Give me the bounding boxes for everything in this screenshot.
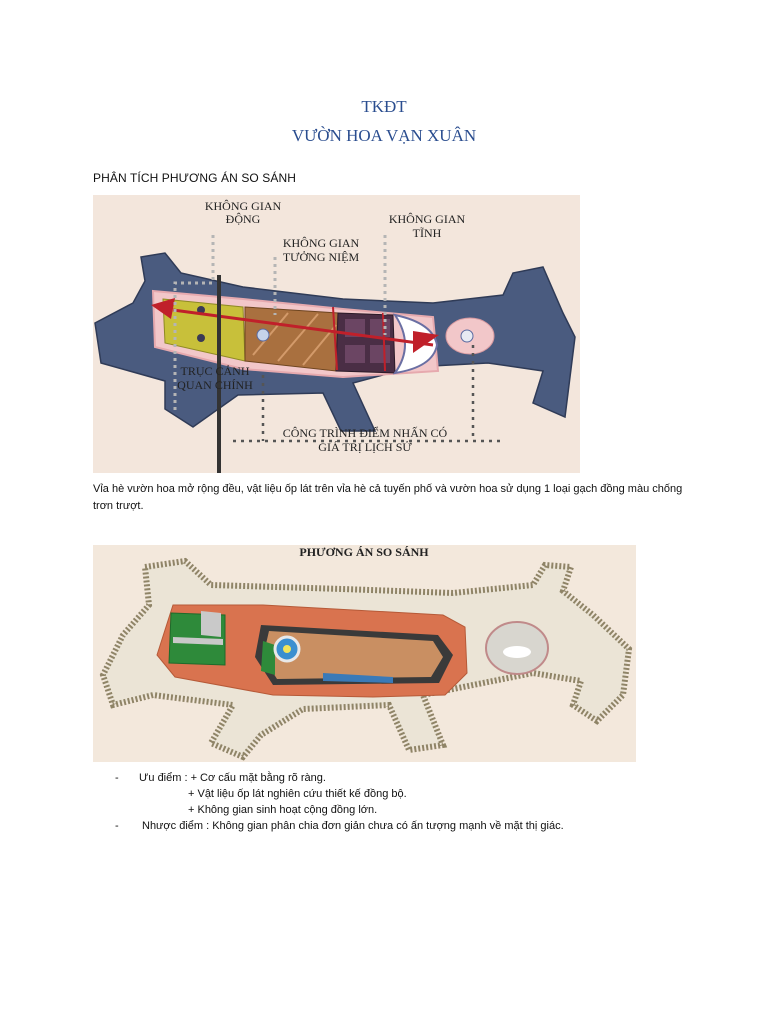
- pros-item-3: + Không gian sinh hoạt cộng đồng lớn.: [188, 804, 378, 816]
- label-tinh-2: TĨNH: [412, 226, 442, 240]
- document-title-line1: TKĐT: [361, 97, 407, 116]
- label-cong-trinh-2: GIÁ TRỊ LỊCH SỬ: [318, 440, 412, 454]
- label-cong-trinh-1: CÔNG TRÌNH ĐIỂM NHẤN CÓ: [282, 426, 448, 440]
- analysis-diagram: [93, 195, 580, 473]
- pros-row-3: [93, 802, 693, 818]
- pros-item-1: Ưu điểm : + Cơ cấu mặt bằng rõ ràng.: [139, 772, 326, 784]
- alternative-plan-diagram: [93, 545, 636, 762]
- cons-row: [93, 818, 693, 834]
- paragraph-sidewalk: Vỉa hè vườn hoa mở rộng đều, vật liệu ốp lát trên vỉa hè cả tuyến phố và vườn hoa sử dụng 1 loại gạch đồng màu chống trơn trượt.: [93, 483, 683, 512]
- label-tuong-niem-1: KHÔNG GIAN: [282, 236, 360, 250]
- cons-item: Nhược điểm : Không gian phân chia đơn giản chưa có ấn tượng mạnh về mặt thị giác.: [142, 820, 564, 832]
- label-truc-2: QUAN CHÍNH: [177, 378, 253, 392]
- analysis-diagram-svg: [93, 195, 580, 473]
- evaluation-list: [93, 770, 693, 834]
- plan-title: PHƯƠNG ÁN SO SÁNH: [299, 545, 429, 559]
- label-dong-1: KHÔNG GIAN: [204, 199, 282, 213]
- section-heading: PHÂN TÍCH PHƯƠNG ÁN SO SÁNH: [93, 171, 297, 185]
- pros-row-1: [93, 770, 693, 786]
- pros-item-2: + Vật liệu ốp lát nghiên cứu thiết kế đồng bộ.: [188, 788, 407, 800]
- label-truc-1: TRỤC CẢNH: [180, 364, 250, 378]
- document-title-line2: VƯỜN HOA VẠN XUÂN: [291, 126, 477, 145]
- landmark-marker: [461, 330, 473, 342]
- pros-row-2: [93, 786, 693, 802]
- list-dash: -: [115, 772, 119, 784]
- alternative-plan-svg: [93, 545, 636, 762]
- label-tuong-niem-2: TƯỞNG NIỆM: [282, 250, 360, 264]
- label-dong-2: ĐỘNG: [225, 212, 261, 226]
- list-dash: -: [115, 820, 119, 832]
- label-tinh-1: KHÔNG GIAN: [388, 212, 466, 226]
